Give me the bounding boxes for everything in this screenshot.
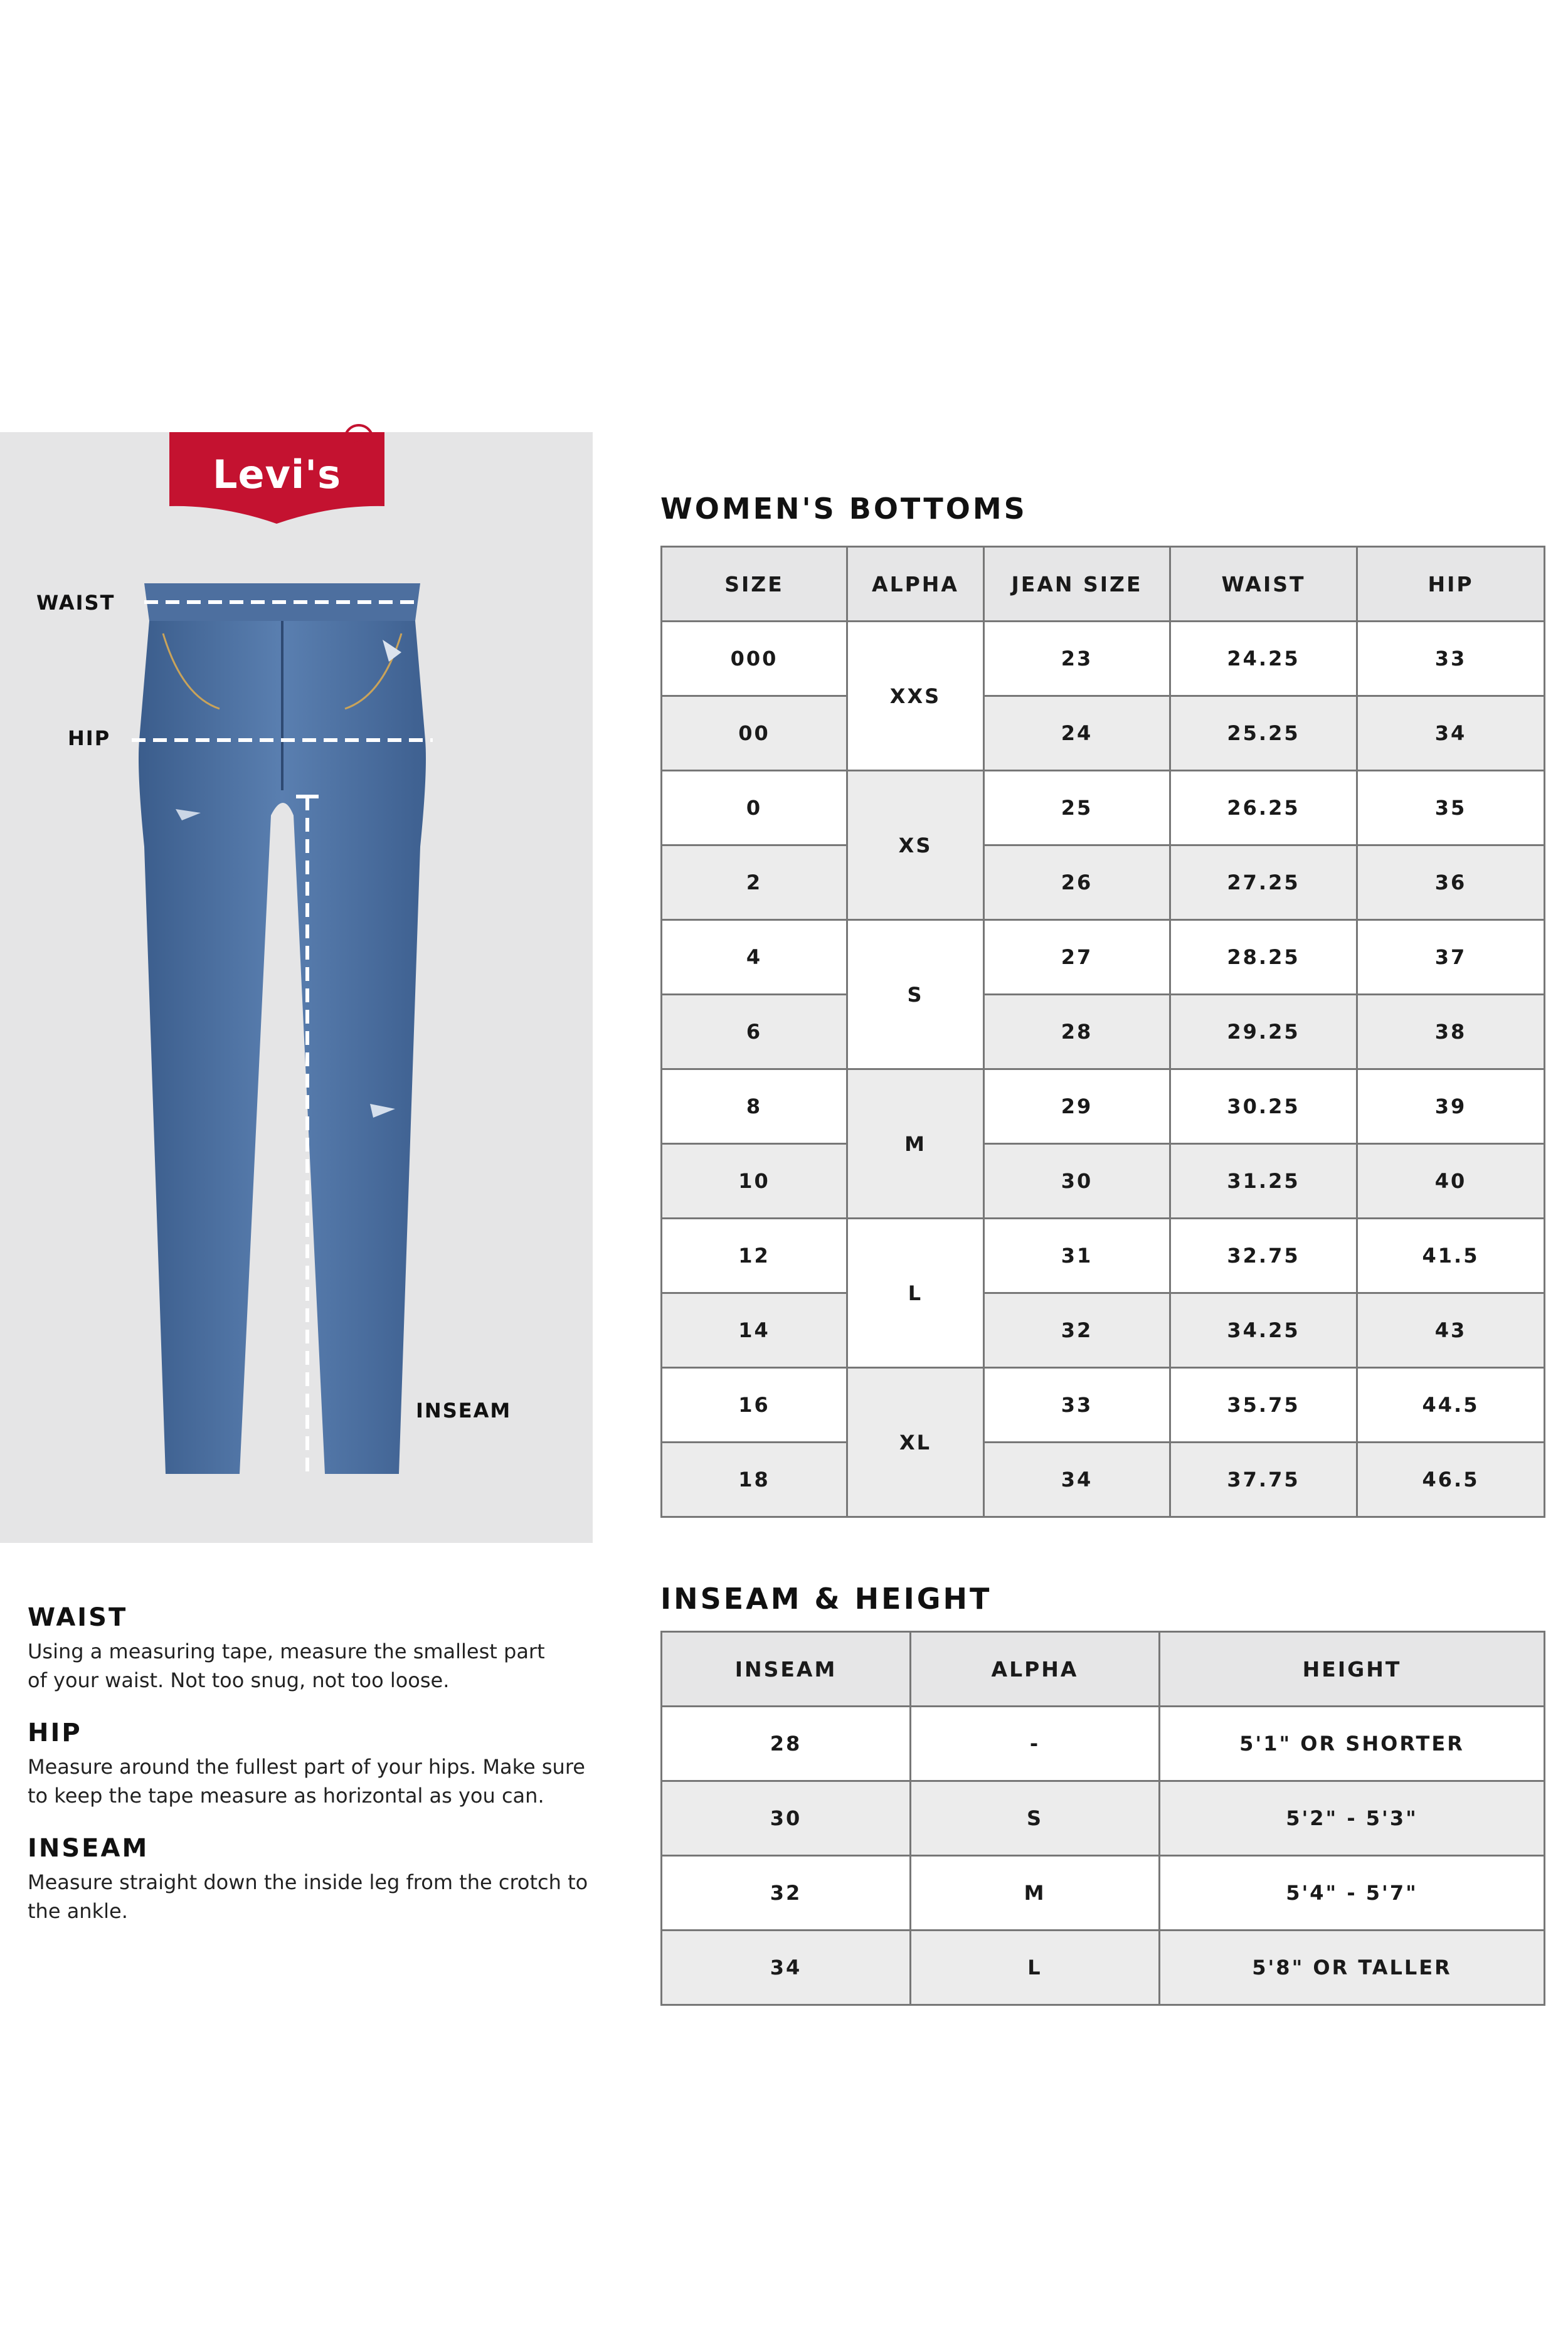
table-cell: 28.25 [1170, 920, 1357, 995]
table-row [662, 845, 1545, 920]
table-cell: 26.25 [1170, 771, 1357, 845]
table-cell: 30.25 [1170, 1069, 1357, 1144]
table-cell: 000 [662, 622, 847, 696]
table-cell: 25.25 [1170, 696, 1357, 771]
table-cell: 14 [662, 1293, 847, 1368]
table-cell: S [911, 1781, 1160, 1856]
alpha-cell: XS [847, 771, 984, 920]
table-cell: 34.25 [1170, 1293, 1357, 1368]
table-cell: 5'1" OR SHORTER [1160, 1707, 1545, 1781]
inseam-height-title: INSEAM & HEIGHT [660, 1582, 992, 1616]
table-cell: 35 [1357, 771, 1545, 845]
table-row [662, 1443, 1545, 1517]
table-cell: 16 [662, 1368, 847, 1443]
table-header-row [662, 547, 1545, 622]
table-cell: 31.25 [1170, 1144, 1357, 1219]
table-cell: 23 [984, 622, 1170, 696]
table-cell: 00 [662, 696, 847, 771]
header-cell: INSEAM [662, 1632, 911, 1707]
table-cell: 2 [662, 845, 847, 920]
table-row [662, 1707, 1545, 1781]
alpha-cell: M [847, 1069, 984, 1219]
table-cell: 39 [1357, 1069, 1545, 1144]
table-cell: L [911, 1931, 1160, 2005]
header-cell: HIP [1357, 547, 1545, 622]
table-row [662, 1144, 1545, 1219]
table-row [662, 1069, 1545, 1144]
table-cell: 28 [662, 1707, 911, 1781]
table-cell: 10 [662, 1144, 847, 1219]
guide-inseam-title: INSEAM [28, 1834, 149, 1863]
table-cell: 5'2" - 5'3" [1160, 1781, 1545, 1856]
table-row [662, 622, 1545, 696]
hip-label: HIP [68, 726, 111, 750]
table-cell: 6 [662, 995, 847, 1069]
table-cell: 25 [984, 771, 1170, 845]
table-cell: 4 [662, 920, 847, 995]
table-cell: 46.5 [1357, 1443, 1545, 1517]
table-cell: 29.25 [1170, 995, 1357, 1069]
table-row [662, 1293, 1545, 1368]
table-cell: - [911, 1707, 1160, 1781]
table-cell: 5'8" OR TALLER [1160, 1931, 1545, 2005]
table-cell: 28 [984, 995, 1170, 1069]
table-cell: 18 [662, 1443, 847, 1517]
table-cell: 34 [1357, 696, 1545, 771]
table-cell: 27 [984, 920, 1170, 995]
table-cell: 33 [984, 1368, 1170, 1443]
guide-waist-title: WAIST [28, 1603, 128, 1632]
header-cell: JEAN SIZE [984, 547, 1170, 622]
waist-label: WAIST [36, 591, 115, 615]
table-cell: 33 [1357, 622, 1545, 696]
table-cell: 8 [662, 1069, 847, 1144]
table-row [662, 920, 1545, 995]
table-cell: 43 [1357, 1293, 1545, 1368]
guide-hip-title: HIP [28, 1719, 82, 1747]
table-row [662, 1368, 1545, 1443]
registered-mark: ® [344, 424, 374, 454]
table-cell: 32.75 [1170, 1219, 1357, 1293]
table-cell: 44.5 [1357, 1368, 1545, 1443]
table-cell: 30 [984, 1144, 1170, 1219]
table-cell: 41.5 [1357, 1219, 1545, 1293]
table-cell: M [911, 1856, 1160, 1931]
table-cell: 34 [984, 1443, 1170, 1517]
table-row [662, 995, 1545, 1069]
table-cell: 0 [662, 771, 847, 845]
table-cell: 24.25 [1170, 622, 1357, 696]
table-cell: 38 [1357, 995, 1545, 1069]
alpha-cell: S [847, 920, 984, 1069]
inseam-label: INSEAM [416, 1399, 512, 1422]
womens-bottoms-title: WOMEN'S BOTTOMS [660, 492, 1027, 526]
table-row [662, 1219, 1545, 1293]
table-cell: 37.75 [1170, 1443, 1357, 1517]
table-row [662, 771, 1545, 845]
table-cell: 35.75 [1170, 1368, 1357, 1443]
table-row [662, 1781, 1545, 1856]
table-cell: 26 [984, 845, 1170, 920]
header-cell: WAIST [1170, 547, 1357, 622]
table-cell: 29 [984, 1069, 1170, 1144]
header-cell: SIZE [662, 547, 847, 622]
table-row [662, 1856, 1545, 1931]
alpha-cell: XL [847, 1368, 984, 1517]
table-cell: 31 [984, 1219, 1170, 1293]
table-cell: 27.25 [1170, 845, 1357, 920]
womens-bottoms-table [660, 546, 1545, 1518]
guide-hip-text: Measure around the fullest part of your hips. Make sure to keep the tape measure as horizontal as you can. [28, 1755, 585, 1808]
header-cell: ALPHA [911, 1632, 1160, 1707]
table-header-row [662, 1632, 1545, 1707]
table-cell: 32 [662, 1856, 911, 1931]
guide-waist-text: Using a measuring tape, measure the smallest part of your waist. Not too snug, not too loose. [28, 1640, 545, 1692]
alpha-cell: XXS [847, 622, 984, 771]
table-cell: 24 [984, 696, 1170, 771]
jeans-illustration [125, 583, 439, 1486]
header-cell: ALPHA [847, 547, 984, 622]
inseam-height-table [660, 1631, 1545, 2006]
table-cell: 5'4" - 5'7" [1160, 1856, 1545, 1931]
alpha-cell: L [847, 1219, 984, 1368]
table-row [662, 696, 1545, 771]
guide-inseam-text: Measure straight down the inside leg from the crotch to the ankle. [28, 1870, 588, 1923]
logo-text: Levi's [212, 452, 342, 497]
table-cell: 12 [662, 1219, 847, 1293]
table-cell: 36 [1357, 845, 1545, 920]
table-cell: 30 [662, 1781, 911, 1856]
header-cell: HEIGHT [1160, 1632, 1545, 1707]
table-cell: 40 [1357, 1144, 1545, 1219]
table-row [662, 1931, 1545, 2005]
table-cell: 37 [1357, 920, 1545, 995]
table-cell: 32 [984, 1293, 1170, 1368]
table-cell: 34 [662, 1931, 911, 2005]
